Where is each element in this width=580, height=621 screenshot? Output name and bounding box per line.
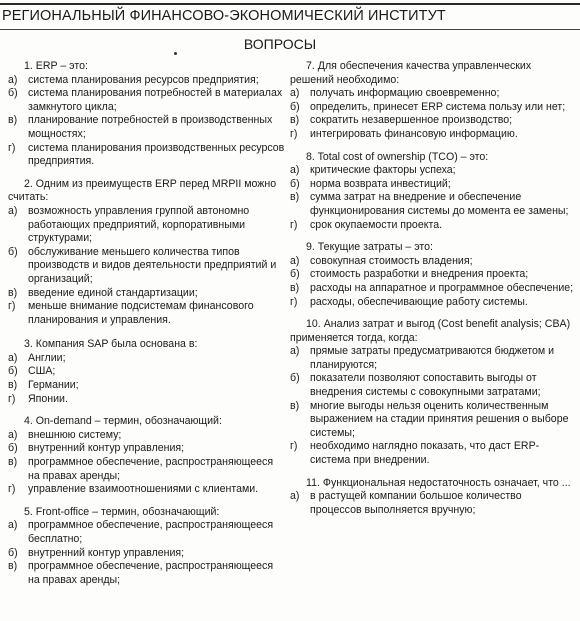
speck-mark: [174, 52, 177, 55]
question-text: [8, 60, 286, 74]
answer-option: [8, 352, 286, 366]
option-text: система планирования ресурсов предприятия;: [28, 73, 259, 86]
answer-options: [290, 345, 574, 467]
right-column: [290, 60, 574, 517]
question-body: Текущие затраты – это:: [317, 241, 433, 254]
answer-option: [290, 178, 574, 192]
question-number: 8.: [306, 150, 315, 163]
option-letter: б): [8, 245, 18, 258]
option-text: возможность управления группой автономно работающих предприятий, корпоративными структурами;: [28, 204, 250, 245]
option-text: сократить незавершенное производство;: [310, 114, 513, 127]
option-text: многие выгоды нельзя оценить количественным выражением на стадии принятия решения о выборе системы;: [310, 399, 569, 439]
option-text: расходы на аппаратное и программное обеспечение;: [310, 281, 574, 294]
option-letter: б): [290, 100, 300, 113]
answer-option: [8, 142, 286, 169]
question-number: 9.: [306, 241, 315, 254]
answer-option: [8, 429, 286, 443]
answer-option: [8, 519, 286, 546]
answer-options: [8, 429, 286, 497]
option-text: внутренний контур управления;: [28, 442, 185, 455]
answer-option: [290, 440, 574, 467]
header-divider: [0, 29, 580, 30]
question-text: [290, 60, 574, 87]
option-text: США;: [28, 365, 56, 378]
answer-options: [8, 519, 286, 587]
question-body: Функциональная недостаточность означает, что ...: [322, 476, 571, 489]
answer-option: [8, 547, 286, 561]
answer-option: [290, 296, 574, 310]
option-text: сумма затрат на внедрение и обеспечение функционирования системы до момента ее замены;: [310, 191, 569, 217]
answer-option: [290, 87, 574, 101]
answer-option: [290, 282, 574, 296]
answer-option: [290, 219, 574, 233]
option-letter: б): [8, 442, 18, 455]
option-text: определить, принесет ERP система пользу или нет;: [310, 100, 566, 113]
option-letter: а): [290, 490, 300, 503]
option-letter: в): [8, 560, 18, 573]
question-body: Одним из преимуществ ERP перед MRPII можно считать:: [8, 177, 277, 204]
option-letter: г): [290, 218, 298, 231]
answer-option: [8, 300, 286, 327]
answer-option: [8, 246, 286, 287]
question-block: [8, 415, 286, 497]
institute-header: РЕГИОНАЛЬНЫЙ ФИНАНСОВО-ЭКОНОМИЧЕСКИЙ ИНСТИТУТ: [2, 8, 446, 24]
question-number: 2.: [24, 177, 33, 190]
option-text: критические факторы успеха;: [310, 164, 456, 177]
question-body: Анализ затрат и выгод (Cost benefit analysis; CBA) применяется тогда, когда:: [290, 318, 571, 344]
answer-option: [290, 345, 574, 372]
option-letter: а): [8, 351, 18, 364]
option-letter: а): [8, 428, 18, 441]
option-letter: а): [290, 87, 300, 100]
option-letter: б): [8, 365, 18, 378]
question-body: Для обеспечения качества управленческих решений необходимо:: [290, 60, 532, 86]
question-block: [8, 60, 286, 169]
left-column: [8, 60, 286, 587]
answer-option: [290, 191, 574, 218]
question-number: 1.: [24, 60, 33, 72]
option-text: внутренний контур управления;: [28, 546, 185, 559]
question-text: [8, 178, 286, 205]
answer-options: [290, 490, 574, 517]
option-letter: б): [8, 546, 18, 559]
question-block: [8, 178, 286, 328]
question-spacer: [8, 327, 286, 338]
answer-option: [8, 287, 286, 301]
option-letter: г): [8, 141, 16, 154]
question-body: Front-office – термин, обозначающий:: [35, 505, 220, 518]
question-spacer: [8, 406, 286, 415]
answer-option: [8, 560, 286, 587]
question-text: [290, 241, 574, 255]
answer-option: [290, 128, 574, 142]
question-text: [8, 506, 286, 520]
option-text: управление взаимоотношениями с клиентами.: [28, 483, 259, 496]
answer-option: [290, 490, 574, 517]
question-spacer: [290, 232, 574, 241]
option-letter: б): [290, 372, 300, 385]
answer-option: [8, 442, 286, 456]
option-text: программное обеспечение, распространяющееся на правах аренды;: [28, 560, 274, 586]
option-text: система планирования потребностей в материалах замкнутого цикла;: [28, 87, 283, 113]
question-body: Total cost of ownership (TCO) – это:: [317, 150, 489, 163]
question-block: [290, 151, 574, 233]
option-letter: в): [8, 379, 18, 392]
option-text: расходы, обеспечивающие работу системы.: [310, 295, 528, 308]
option-text: в растущей компании большое количество процессов выполняется вручную;: [310, 490, 522, 516]
option-letter: г): [8, 392, 16, 405]
option-text: система планирования производственных ресурсов предприятия.: [28, 141, 285, 168]
answer-option: [290, 164, 574, 178]
answer-option: [8, 365, 286, 379]
question-spacer: [8, 497, 286, 506]
question-spacer: [290, 468, 574, 477]
option-text: совокупная стоимость владения;: [310, 254, 473, 267]
answer-option: [8, 483, 286, 497]
question-block: [290, 477, 574, 518]
question-spacer: [290, 309, 574, 318]
answer-option: [290, 268, 574, 282]
question-text: [8, 338, 286, 352]
answer-options: [290, 164, 574, 232]
question-block: [290, 241, 574, 309]
option-text: стоимость разработки и внедрения проекта;: [310, 268, 529, 281]
option-letter: а): [8, 73, 18, 86]
option-text: программное обеспечение, распространяющееся на правах аренды;: [28, 456, 274, 482]
option-letter: а): [290, 254, 300, 267]
option-letter: а): [8, 519, 18, 532]
option-text: получать информацию своевременно;: [310, 87, 500, 100]
option-letter: в): [8, 456, 18, 469]
option-text: введение единой стандартизации;: [28, 286, 198, 299]
option-letter: г): [290, 295, 298, 308]
answer-option: [290, 372, 574, 399]
option-text: необходимо наглядно показать, что даст ERP-система при внедрении.: [310, 440, 540, 467]
option-text: Англии;: [28, 351, 66, 364]
option-letter: в): [290, 399, 300, 412]
question-text: [290, 318, 574, 345]
answer-option: [290, 400, 574, 441]
question-block: [290, 318, 574, 468]
question-block: [8, 338, 286, 406]
answer-options: [8, 74, 286, 169]
answer-options: [290, 87, 574, 141]
option-letter: б): [290, 177, 300, 190]
option-letter: в): [8, 114, 18, 127]
option-text: внешнюю систему;: [28, 428, 122, 441]
option-letter: а): [8, 204, 18, 217]
answer-options: [8, 352, 286, 406]
option-letter: а): [290, 345, 300, 358]
question-body: ERP – это:: [35, 60, 88, 72]
answer-option: [8, 456, 286, 483]
option-letter: г): [8, 483, 16, 496]
option-letter: г): [290, 440, 298, 453]
option-text: интегрировать финансовую информацию.: [310, 127, 518, 140]
question-spacer: [8, 169, 286, 178]
answer-option: [8, 393, 286, 407]
option-text: норма возврата инвестиций;: [310, 177, 451, 190]
answer-option: [290, 101, 574, 115]
question-text: [290, 151, 574, 165]
answer-option: [8, 74, 286, 88]
question-text: [290, 477, 574, 491]
answer-option: [8, 114, 286, 141]
option-text: срок окупаемости проекта.: [310, 218, 443, 231]
question-number: 10.: [306, 318, 321, 331]
question-number: 3.: [24, 338, 33, 351]
option-letter: в): [290, 114, 300, 127]
top-border-line: [0, 3, 580, 5]
answer-options: [8, 205, 286, 327]
option-letter: б): [8, 87, 18, 100]
option-text: показатели позволяют сопоставить выгоды от внедрения системы с совокупными затратами;: [310, 372, 541, 399]
option-letter: г): [290, 127, 298, 140]
answer-option: [8, 87, 286, 114]
question-number: 7.: [306, 60, 315, 72]
question-block: [8, 506, 286, 588]
question-spacer: [290, 142, 574, 151]
option-letter: в): [290, 281, 300, 294]
option-text: меньше внимание подсистемам финансового планирования и управления.: [28, 300, 254, 326]
question-number: 4.: [24, 415, 33, 428]
answer-option: [8, 379, 286, 393]
question-number: 11.: [306, 476, 320, 489]
question-body: Компания SAP была основана в:: [35, 338, 198, 351]
option-text: Германии;: [28, 379, 79, 392]
question-block: [290, 60, 574, 142]
question-text: [8, 415, 286, 429]
question-body: On-demand – термин, обозначающий:: [35, 415, 222, 428]
option-letter: г): [8, 300, 16, 313]
option-letter: в): [290, 191, 300, 204]
option-text: прямые затраты предусматриваются бюджетом и планируются;: [310, 345, 555, 371]
answer-option: [290, 255, 574, 269]
option-text: обслуживание меньшего количества типов производств и видов деятельности предприятий и организаций;: [28, 245, 277, 285]
option-letter: б): [290, 268, 300, 281]
option-letter: в): [8, 286, 18, 299]
answer-options: [290, 255, 574, 309]
answer-option: [290, 114, 574, 128]
option-text: Японии.: [28, 392, 68, 405]
option-letter: а): [290, 164, 300, 177]
answer-option: [8, 205, 286, 246]
option-text: планирование потребностей в производственных мощностях;: [28, 114, 273, 140]
option-text: программное обеспечение, распространяющееся бесплатно;: [28, 519, 274, 545]
page-title: ВОПРОСЫ: [243, 36, 317, 52]
question-number: 5.: [24, 505, 33, 518]
